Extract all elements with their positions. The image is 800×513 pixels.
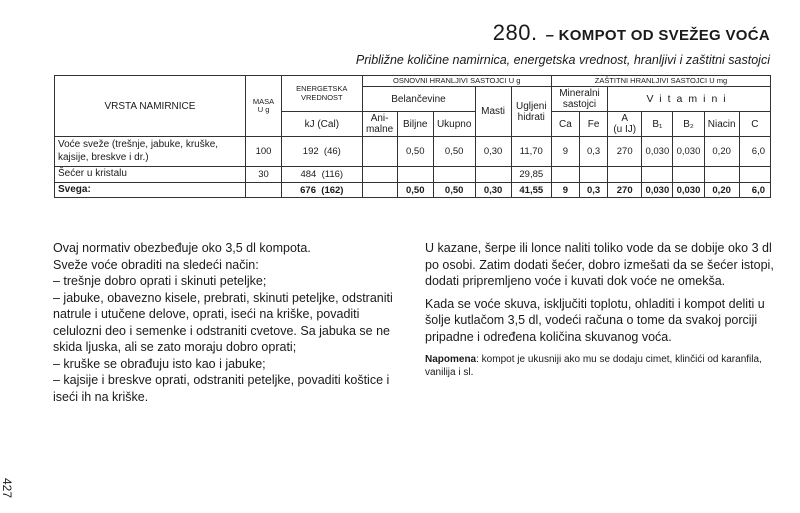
cell-animal bbox=[362, 182, 397, 198]
cell-carb: 41,55 bbox=[511, 182, 551, 198]
cell-b2: 0,030 bbox=[673, 182, 704, 198]
vitamin-c-header: C bbox=[739, 112, 770, 137]
cell-total-protein: 0,50 bbox=[433, 182, 475, 198]
note bbox=[425, 353, 775, 379]
cell-carb: 11,70 bbox=[511, 137, 551, 167]
protective-nutrients-header: ZAŠTITNI HRANLJIVI SASTOJCI U mg bbox=[551, 76, 770, 87]
preparation-text-right bbox=[425, 240, 775, 385]
table-row bbox=[55, 137, 771, 167]
cell-vit-a: 270 bbox=[608, 182, 642, 198]
cell-total-protein bbox=[433, 167, 475, 183]
cell-plant: 0,50 bbox=[397, 137, 433, 167]
list-item: – jabuke, obavezno kisele, prebrati, skinuti peteljke, odstraniti natrule i utučene delove, oprati, iseći na kriške, povaditi celulozni deo i semenke i odstraniti cvetove. Sa jabuka se ne skida ljuska, ali se zato moraju dobro oprati; bbox=[53, 290, 393, 354]
cell-niacin bbox=[704, 167, 739, 183]
paragraph: Ovaj normativ obezbeđuje oko 3,5 dl kompota. bbox=[53, 241, 311, 255]
cell-vit-a bbox=[608, 167, 642, 183]
fe-header: Fe bbox=[580, 112, 608, 137]
plant-header: Biljne bbox=[397, 112, 433, 137]
recipe-number: 280. bbox=[492, 20, 538, 45]
cell-vit-c bbox=[739, 167, 770, 183]
cell-b2 bbox=[673, 167, 704, 183]
paragraph: Kada se voće skuva, isključiti toplotu, ohladiti i kompot deliti u šolje kutlačom 3,5 dl, vodeći računa o tome da svakoj porciji pripadne i određena količina skuvanog voća. bbox=[425, 296, 765, 344]
cell-food: Voće sveže (trešnje, jabuke, kruške, kajsije, breskve i dr.) bbox=[55, 137, 246, 167]
paragraph: U kazane, šerpe ili lonce naliti toliko vode da se dobije oko 3 dl po osobi. Zatim dodati šećer, dobro izmešati da se šećer istopi, dodati pripremljeno voće i kuvati dok voće ne omekša. bbox=[425, 241, 774, 288]
cell-vit-a: 270 bbox=[608, 137, 642, 167]
total-protein-header: Ukupno bbox=[433, 112, 475, 137]
list-item: – kajsije i breskve oprati, odstraniti peteljke, povaditi koštice i iseći ih na kriške. bbox=[53, 373, 390, 404]
vitamin-b1-header: B₁ bbox=[642, 112, 673, 137]
cell-vit-c: 6,0 bbox=[739, 182, 770, 198]
cell-animal bbox=[362, 167, 397, 183]
preparation-text-left bbox=[53, 240, 398, 405]
cell-fat bbox=[475, 167, 511, 183]
cell-vit-c: 6,0 bbox=[739, 137, 770, 167]
cell-energy: 484 (116) bbox=[282, 167, 362, 183]
list-item: – trešnje dobro oprati i skinuti peteljke; bbox=[53, 274, 267, 288]
col-mass-header: MASA U g bbox=[245, 76, 281, 137]
col-energy-header: ENERGETSKA VREDNOST bbox=[282, 76, 362, 112]
vitamin-a-header: A (u IJ) bbox=[608, 112, 642, 137]
cell-animal bbox=[362, 137, 397, 167]
table-row bbox=[55, 167, 771, 183]
recipe-header bbox=[493, 20, 770, 46]
cell-food: Svega: bbox=[55, 182, 246, 198]
cell-ca: 9 bbox=[551, 137, 579, 167]
recipe-subtitle: Približne količine namirnica, energetska vrednost, hranljivi i zaštitni sastojci bbox=[355, 53, 770, 67]
energy-unit-header: kJ (Cal) bbox=[282, 112, 362, 137]
cell-energy: 676 (162) bbox=[282, 182, 362, 198]
list-item: – kruške se obrađuju isto kao i jabuke; bbox=[53, 356, 266, 371]
basic-nutrients-header: OSNOVNI HRANLJIVI SASTOJCI U g bbox=[362, 76, 551, 87]
col-food-header: VRSTA NAMIRNICE bbox=[55, 76, 246, 137]
page-number: 427 bbox=[0, 478, 14, 499]
animal-header: Ani- malne bbox=[362, 112, 397, 137]
niacin-header: Niacin bbox=[704, 112, 739, 137]
nutrition-table bbox=[54, 75, 771, 198]
cell-niacin: 0,20 bbox=[704, 137, 739, 167]
cell-niacin: 0,20 bbox=[704, 182, 739, 198]
cell-b1: 0,030 bbox=[642, 182, 673, 198]
cell-plant: 0,50 bbox=[397, 182, 433, 198]
cell-b1 bbox=[642, 167, 673, 183]
fats-header: Masti bbox=[475, 87, 511, 137]
cell-fe bbox=[580, 167, 608, 183]
cell-energy: 192 (46) bbox=[282, 137, 362, 167]
cell-mass: 100 bbox=[245, 137, 281, 167]
cell-fe: 0,3 bbox=[580, 182, 608, 198]
cell-mass: 30 bbox=[245, 167, 281, 183]
vitamins-header: Vitamini bbox=[608, 87, 771, 112]
minerals-header: Mineralni sastojci bbox=[551, 87, 607, 112]
cell-fe: 0,3 bbox=[580, 137, 608, 167]
cell-plant bbox=[397, 167, 433, 183]
cell-b1: 0,030 bbox=[642, 137, 673, 167]
cell-b2: 0,030 bbox=[673, 137, 704, 167]
cell-total-protein: 0,50 bbox=[433, 137, 475, 167]
cell-ca: 9 bbox=[551, 182, 579, 198]
note-text: : kompot je ukusniji ako mu se dodaju cimet, klinčići od karanfila, vanilija i sl. bbox=[425, 354, 762, 378]
paragraph: Sveže voće obraditi na sledeći način: bbox=[53, 257, 259, 272]
cell-fat: 0,30 bbox=[475, 182, 511, 198]
recipe-title: – KOMPOT OD SVEŽEG VOĆA bbox=[545, 27, 770, 44]
cell-fat: 0,30 bbox=[475, 137, 511, 167]
cell-mass bbox=[245, 182, 281, 198]
note-label: Napomena bbox=[425, 354, 477, 365]
proteins-header: Belančevine bbox=[362, 87, 475, 112]
table-row-total bbox=[55, 182, 771, 198]
vitamin-b2-header: B₂ bbox=[673, 112, 704, 137]
cell-food: Šećer u kristalu bbox=[55, 167, 246, 183]
ca-header: Ca bbox=[551, 112, 579, 137]
cell-carb: 29,85 bbox=[511, 167, 551, 183]
carbs-header: Ugljeni hidrati bbox=[511, 87, 551, 137]
cell-ca bbox=[551, 167, 579, 183]
